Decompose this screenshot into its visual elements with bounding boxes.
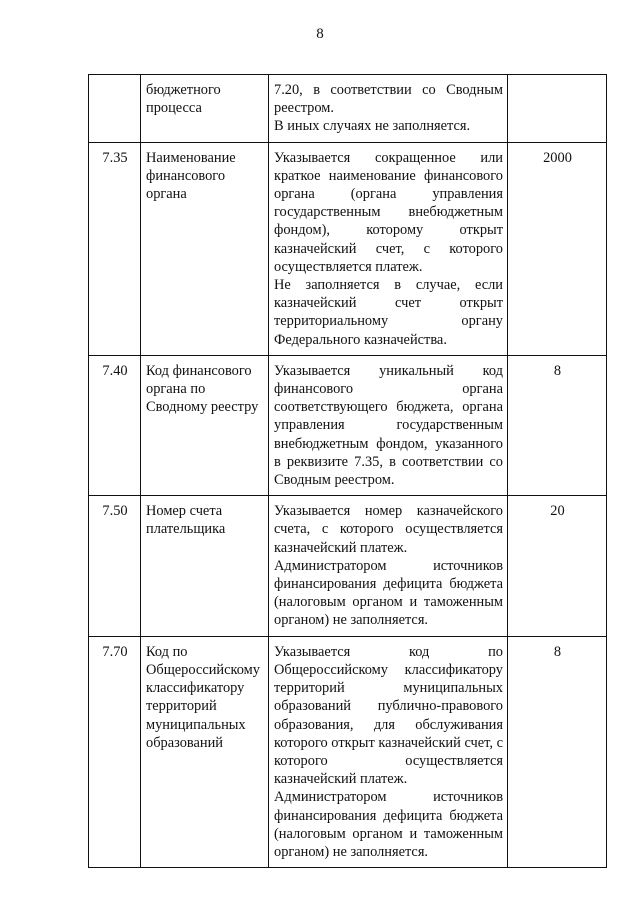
requisite-description xyxy=(269,75,508,143)
table-row xyxy=(89,142,607,355)
description-paragraph: Администратором источников финансирования дефицита бюджета (налоговым органом и таможенным органом) не заполняется. xyxy=(274,557,503,629)
requisite-size xyxy=(508,75,607,143)
requisite-number: 7.50 xyxy=(89,496,141,636)
table-row xyxy=(89,496,607,636)
requisite-description xyxy=(269,636,508,867)
requisite-name: Номер счета плательщика xyxy=(141,496,269,636)
requisite-number: 7.70 xyxy=(89,636,141,867)
requisite-size: 8 xyxy=(508,636,607,867)
requisite-name: Код по Общероссийскому классификатору территорий муниципальных образований xyxy=(141,636,269,867)
requisite-number xyxy=(89,75,141,143)
requisite-number: 7.35 xyxy=(89,142,141,355)
requisite-name: бюджетного процесса xyxy=(141,75,269,143)
description-paragraph: В иных случаях не заполняется. xyxy=(274,118,471,135)
description-paragraph: Указывается номер казначейского счета, с которого осуществляется казначейский платеж. xyxy=(274,503,503,556)
description-paragraph: 7.20, в соответствии со Сводным реестром. xyxy=(274,82,503,117)
requisite-name: Код финансового органа по Сводному реестру xyxy=(141,355,269,495)
description-paragraph: Указывается код по Общероссийскому классификатору территорий муниципальных образований публично-правового образования, для обслуживания которого открыт казначейский счет, с которого осуществляется казначейский платеж. xyxy=(274,643,503,788)
requisite-description xyxy=(269,355,508,495)
description-paragraph: Администратором источников финансирования дефицита бюджета (налоговым органом и таможенным органом) не заполняется. xyxy=(274,789,503,860)
requisite-number: 7.40 xyxy=(89,355,141,495)
table-row xyxy=(89,75,607,143)
requisite-size: 2000 xyxy=(508,142,607,355)
table-row xyxy=(89,636,607,867)
page-number: 8 xyxy=(316,26,324,42)
requisite-name: Наименование финансового органа xyxy=(141,142,269,355)
requisite-description xyxy=(269,142,508,355)
description-paragraph: Указывается сокращенное или краткое наименование финансового органа (органа управления государственным внебюджетным фондом), которому открыт казначейский счет, с которого осуществляется платеж. xyxy=(274,149,503,275)
description-paragraph: Указывается уникальный код финансового органа соответствующего бюджета, органа управления государственным внебюджетным фондом, указанного в реквизите 7.35, в соответствии со Сводным реестром. xyxy=(274,362,503,489)
requisite-description xyxy=(269,496,508,636)
description-paragraph: Не заполняется в случае, если казначейский счет открыт территориальному органу Федерального казначейства. xyxy=(274,277,503,348)
table-row xyxy=(89,355,607,495)
requisites-table xyxy=(88,74,607,868)
requisite-size: 20 xyxy=(508,496,607,636)
requisite-size: 8 xyxy=(508,355,607,495)
